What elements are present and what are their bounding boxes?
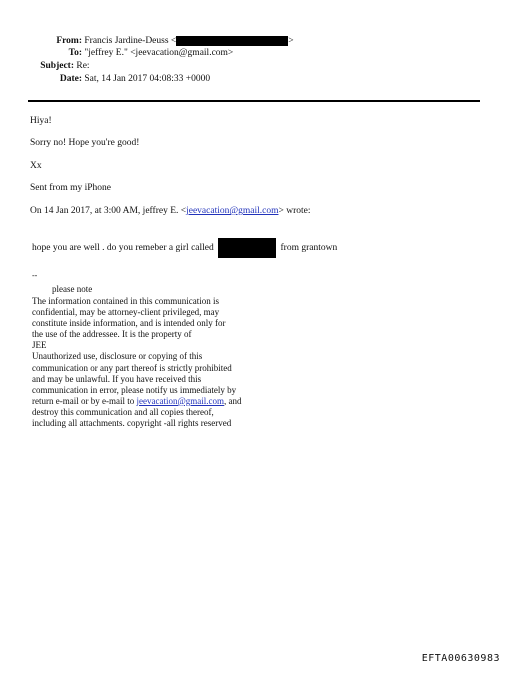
disclaimer-line: the use of the addressee. It is the property of	[32, 329, 192, 340]
disclaimer-line: JEE	[32, 340, 47, 351]
to-label: To:	[68, 48, 82, 58]
quote-intro	[30, 206, 311, 217]
subject-label: Subject:	[40, 61, 74, 71]
sent-from: Sent from my iPhone	[30, 183, 112, 193]
disclaimer-line: destroy this communication and all copies thereof,	[32, 406, 214, 417]
disclaimer-line	[32, 396, 241, 407]
disclaimer-line: communication or any part thereof is strictly prohibited	[32, 362, 232, 373]
date-label: Date:	[59, 74, 82, 84]
from-row	[38, 36, 294, 47]
email-link[interactable]: jeevacation@gmail.com	[136, 395, 224, 406]
signature-dashes: --	[32, 271, 38, 280]
date-row	[38, 74, 210, 85]
confidentiality-notice	[32, 296, 241, 429]
header-divider	[28, 100, 480, 102]
quoted-part-2: from grantown	[280, 243, 338, 254]
reply-line: Sorry no! Hope you're good!	[30, 138, 140, 148]
subject-row	[38, 61, 90, 72]
signoff: Xx	[30, 161, 42, 171]
disclaimer-line-prefix: return e-mail or by e-mail to	[32, 395, 137, 406]
disclaimer-line-suffix: , and	[223, 395, 242, 406]
disclaimer-line: constitute inside information, and is intended only for	[32, 318, 226, 329]
email-link[interactable]: jeevacation@gmail.com	[186, 206, 279, 216]
please-note: please note	[52, 284, 93, 294]
disclaimer-line: The information contained in this communication is	[32, 296, 219, 306]
redaction-box	[218, 238, 276, 258]
greeting: Hiya!	[30, 116, 52, 126]
from-value: Francis Jardine-Deuss <	[84, 36, 177, 47]
disclaimer-line: and may be unlawful. If you have received this	[32, 373, 202, 384]
to-row	[38, 48, 233, 59]
to-value: "jeffrey E." <jeevacation@gmail.com>	[84, 48, 234, 58]
quote-intro-suffix: > wrote:	[278, 206, 311, 216]
date-value: Sat, 14 Jan 2017 04:08:33 +0000	[84, 74, 211, 84]
quoted-part-1: hope you are well . do you remeber a girl called	[32, 243, 214, 254]
disclaimer-line: confidential, may be attorney-client privileged, may	[32, 307, 220, 318]
disclaimer-line: including all attachments. copyright -all rights reserved	[32, 418, 232, 429]
from-close: >	[288, 36, 294, 47]
document-id: EFTA00630983	[421, 653, 500, 664]
from-label: From:	[56, 36, 82, 47]
redaction-box	[176, 36, 288, 46]
subject-value: Re:	[76, 61, 90, 71]
quoted-message	[32, 238, 337, 258]
disclaimer-line: communication in error, please notify us immediately by	[32, 384, 237, 395]
disclaimer-line: Unauthorized use, disclosure or copying of this	[32, 351, 203, 362]
quote-intro-prefix: On 14 Jan 2017, at 3:00 AM, jeffrey E. <	[30, 206, 187, 216]
